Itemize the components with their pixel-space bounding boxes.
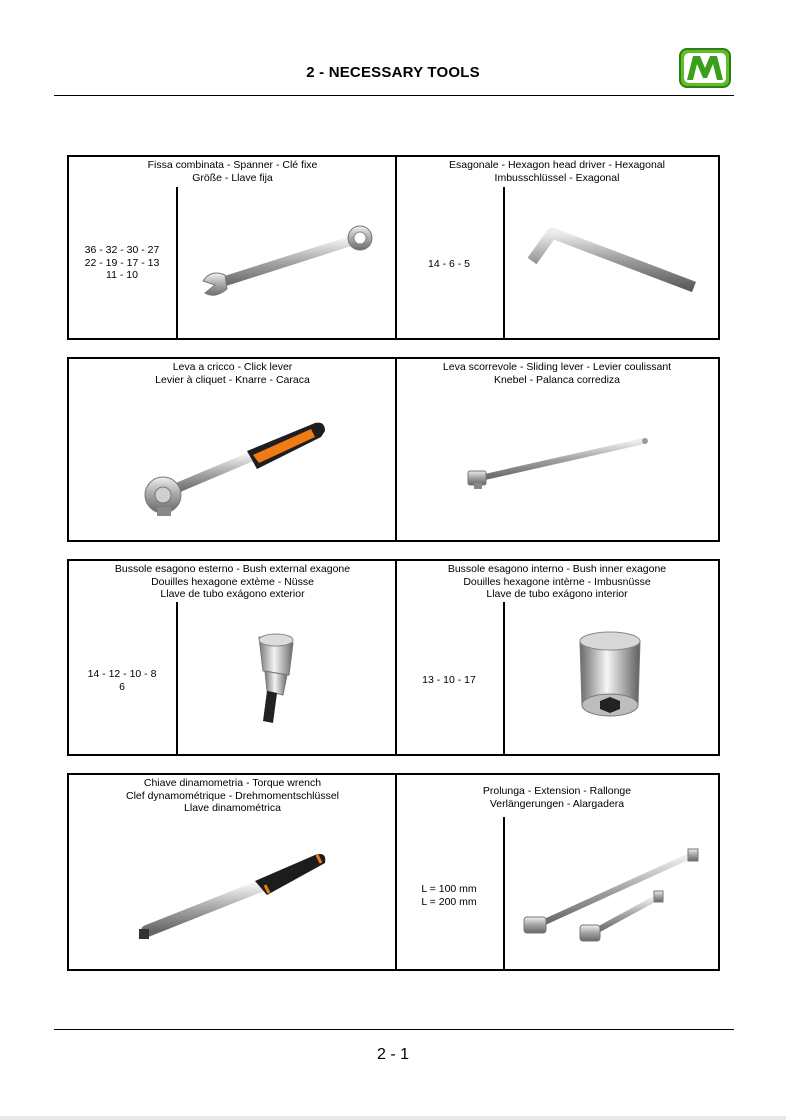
extension-bar-icon bbox=[520, 845, 710, 945]
page-number: 2 - 1 bbox=[376, 1046, 409, 1063]
spanner-icon bbox=[197, 223, 377, 308]
tool-caption: Chiave dinamometria - Torque wrench Clef dynamométrique - Drehmomentschlüssel Llave dinamométrica bbox=[126, 777, 339, 814]
tool-caption: Leva scorrevole - Sliding lever - Levier coulissant Knebel - Palanca corrediza bbox=[442, 361, 672, 386]
tool-cell-torque-wrench bbox=[69, 775, 396, 969]
tool-cell-spanner bbox=[69, 157, 396, 338]
tool-cell-hex-driver bbox=[396, 157, 718, 338]
tools-row-3 bbox=[67, 559, 720, 756]
brand-logo bbox=[679, 48, 731, 88]
hex-key-icon bbox=[524, 225, 704, 305]
tool-cell-inner-socket bbox=[396, 561, 718, 754]
inner-divider bbox=[503, 602, 505, 754]
tool-sizes: 13 - 10 - 17 bbox=[422, 674, 476, 686]
tools-row-2 bbox=[67, 357, 720, 542]
ratchet-icon bbox=[135, 415, 335, 520]
inner-divider bbox=[503, 817, 505, 969]
tool-sizes: 14 - 6 - 5 bbox=[427, 258, 471, 270]
tool-sizes: L = 100 mm L = 200 mm bbox=[421, 883, 477, 908]
tool-caption: Leva a cricco - Click lever Levier à cliquet - Knarre - Caraca bbox=[155, 361, 310, 386]
header-rule bbox=[54, 95, 734, 96]
tool-caption: Bussole esagono esterno - Bush external exagone Douilles hexagone extème - Nüsse Llave de tubo exágono exterior bbox=[114, 563, 351, 600]
tool-cell-external-socket bbox=[69, 561, 396, 754]
inner-divider bbox=[176, 602, 178, 754]
tool-caption: Prolunga - Extension - Rallonge Verlängerungen - Alargadera bbox=[482, 785, 632, 810]
tool-caption: Bussole esagono interno - Bush inner exagone Douilles hexagone intèrne - Imbusnüsse Llave de tubo exágono interior bbox=[447, 563, 667, 600]
sliding-lever-icon bbox=[464, 431, 654, 496]
tool-sizes: 14 - 12 - 10 - 8 6 bbox=[87, 668, 157, 693]
torque-wrench-icon bbox=[137, 845, 333, 945]
tool-cell-extension bbox=[396, 775, 718, 969]
external-hex-socket-icon bbox=[239, 629, 309, 729]
tool-cell-sliding-lever bbox=[396, 359, 718, 540]
footer-rule bbox=[54, 1029, 734, 1030]
tool-caption: Esagonale - Hexagon head driver - Hexagonal Imbusschlüssel - Exagonal bbox=[449, 159, 665, 184]
page-bottom-edge bbox=[0, 1116, 786, 1120]
inner-divider bbox=[176, 187, 178, 338]
tool-sizes: 36 - 32 - 30 - 27 22 - 19 - 17 - 13 11 - 10 bbox=[84, 244, 160, 281]
inner-divider bbox=[503, 187, 505, 338]
page-title: 2 - NECESSARY TOOLS bbox=[306, 64, 480, 81]
tool-caption: Fissa combinata - Spanner - Clé fixe Größe - Llave fija bbox=[147, 159, 318, 184]
tools-row-4 bbox=[67, 773, 720, 971]
inner-hex-socket-icon bbox=[570, 629, 650, 724]
tools-row-1 bbox=[67, 155, 720, 340]
tool-cell-click-lever bbox=[69, 359, 396, 540]
